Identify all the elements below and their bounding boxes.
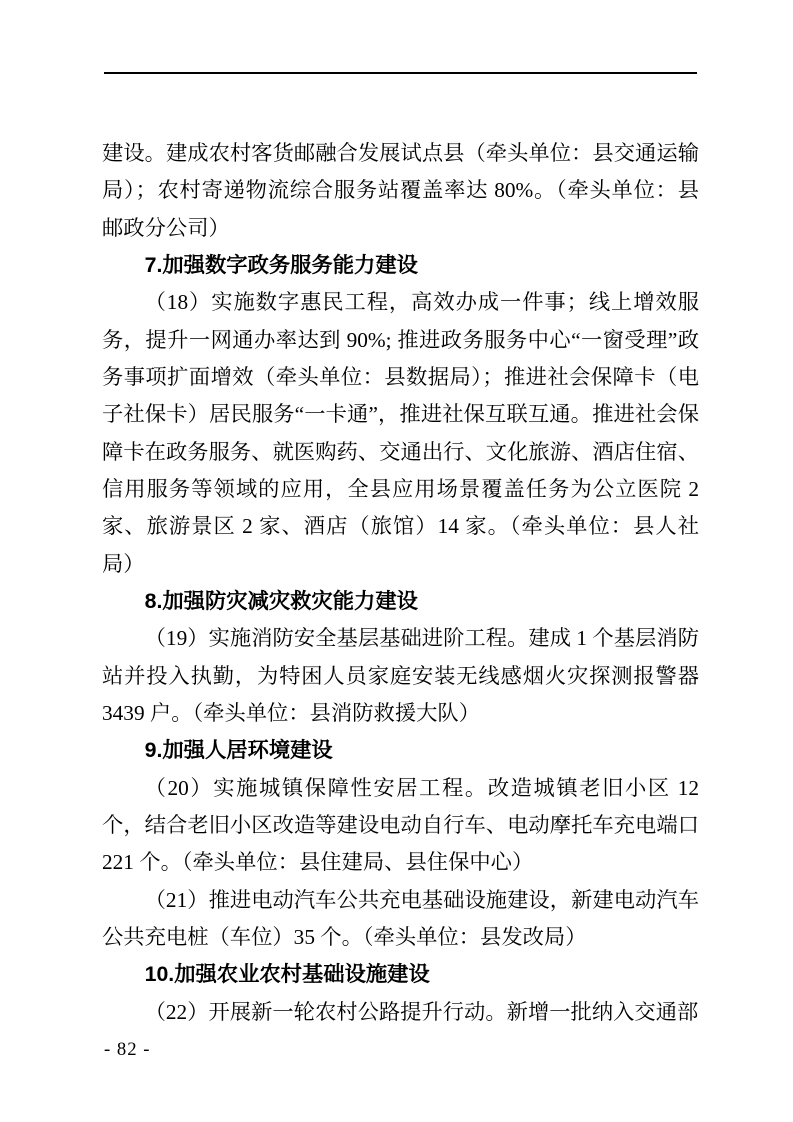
section-heading-8: 8.加强防灾减灾救灾能力建设	[144, 588, 418, 613]
section-heading-10: 10.加强农业农村基础设施建设	[144, 962, 430, 987]
page-number: - 82 -	[104, 1039, 151, 1060]
section-heading-9: 9.加强人居环境建设	[144, 738, 333, 763]
document-body	[102, 135, 699, 1031]
paragraph-21: （21）推进电动汽车公共充电基础设施建设，新建电动汽车公共充电桩（车位）35 个。（牵头单位：县发改局）	[102, 887, 699, 949]
paragraph-20: （20）实施城镇保障性安居工程。改造城镇老旧小区 12 个，结合老旧小区改造等建设电动自行车、电动摩托车充电端口 221 个。（牵头单位：县住建局、县住保中心）	[102, 775, 699, 875]
paragraph-19: （19）实施消防安全基层基础进阶工程。建成 1 个基层消防站并投入执勤，为特困人员家庭安装无线感烟火灾探测报警器 3439 户。（牵头单位：县消防救援大队）	[102, 626, 699, 725]
paragraph-22: （22）开展新一轮农村公路提升行动。新增一批纳入交通部	[144, 999, 699, 1024]
section-heading-7: 7.加强数字政务服务能力建设	[144, 252, 418, 277]
page-footer	[104, 1038, 150, 1062]
paragraph-18: （18）实施数字惠民工程，高效办成一件事；线上增效服务，提升一网通办率达到 90%; 推进政务服务中心“一窗受理”政务事项扩面增效（牵头单位：县数据局）；推进社会保障卡（电子社保卡）居民服务“一卡通”，推进社保互联互通。推进社会保障卡在政务服务、就医购药、交通出行、文化旅游、酒店住宿、信用服务等领域的应用，全县应用场景覆盖任务为公立医院 2 家、旅游景区 2 家、酒店（旅馆）14 家。（牵头单位：县人社局）	[102, 290, 699, 576]
header-rule	[104, 72, 697, 74]
paragraph-continuation: 建设。建成农村客货邮融合发展试点县（牵头单位：县交通运输局）；农村寄递物流综合服务站覆盖率达 80%。（牵头单位：县邮政分公司）	[102, 141, 699, 240]
